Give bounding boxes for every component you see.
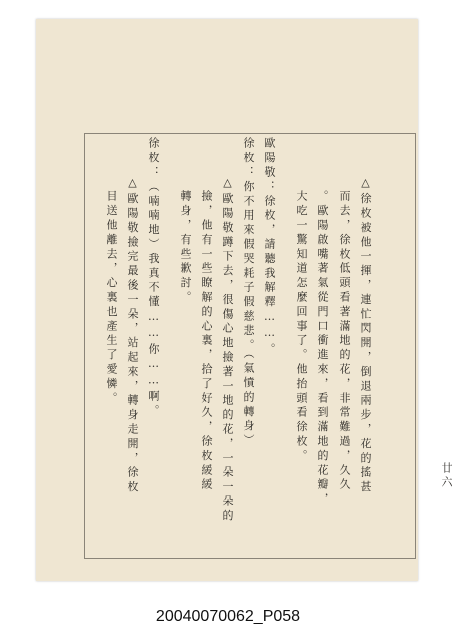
text-column: 轉身，有些歉討。 <box>179 190 192 306</box>
book-page <box>36 19 453 581</box>
text-column: 。歐陽啟嘴著氣從門口衝進來，看到滿地的花瓣， <box>316 190 329 507</box>
text-column: 歐陽敬：徐枚，請聽我解釋……。 <box>263 137 276 357</box>
text-column: △歐陽敬撿完最後一朵，站起來，轉身走開，徐枚 <box>126 176 139 495</box>
text-column: 大吃一驚知道怎麼回事了。他抬頭看徐枚。 <box>295 190 308 464</box>
text-column: 而去，徐枚低頭看著滿地的花，非常難過，久久 <box>338 190 351 493</box>
text-column: 徐枚：你不用來假哭耗子假慈悲。（氣憤的轉身） <box>242 137 255 449</box>
text-column: 目送他離去，心裏也產生了愛憐。 <box>105 190 118 406</box>
image-caption: 20040070062_P058 <box>155 608 301 625</box>
text-column: 撿，他有一些瞭解的心裏，拾了好久，徐枚緩緩 <box>200 190 213 493</box>
page-number: 廿六 <box>440 462 453 490</box>
text-column: 徐枚：（喃喃地）我真不懂……你……啊。 <box>147 137 160 419</box>
text-column: △歐陽敬蹲下去，很傷心地撿著一地的花，一朵一朵的 <box>221 176 234 524</box>
text-column: △徐枚被他一揮，連忙閃開，倒退兩步，花的搖甚 <box>359 176 372 495</box>
